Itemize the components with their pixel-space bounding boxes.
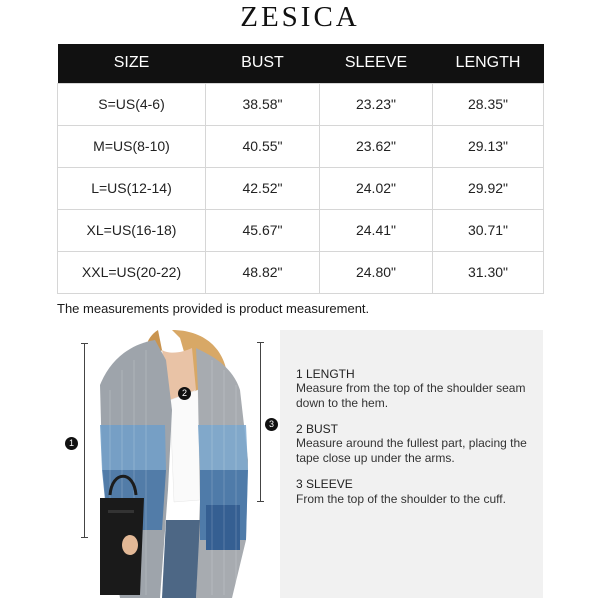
brand-logo: ZESICA (240, 1, 360, 33)
table-row (58, 83, 544, 125)
length-description: Measure from the top of the shoulder seam down to the hem. (296, 381, 526, 410)
cell-size: XL=US(16-18) (58, 209, 206, 251)
cell-sleeve: 23.62" (320, 125, 433, 167)
bust-description: Measure around the fullest part, placing the tape close up under the arms. (296, 436, 527, 465)
cell-length: 30.71" (433, 209, 544, 251)
cell-length: 29.92" (433, 167, 544, 209)
model-cardigan-illustration (100, 330, 248, 600)
cell-bust: 48.82" (206, 251, 320, 293)
cell-length: 31.30" (433, 251, 544, 293)
cell-size: M=US(8-10) (58, 125, 206, 167)
cell-sleeve: 24.80" (320, 251, 433, 293)
table-row (58, 251, 544, 293)
table-row (58, 167, 544, 209)
cell-sleeve: 23.23" (320, 83, 433, 125)
length-dimension-line (84, 343, 85, 538)
bust-title: 2 BUST (296, 422, 339, 436)
measurement-note: The measurements provided is product measurement. (57, 301, 370, 316)
cell-length: 28.35" (433, 83, 544, 125)
cell-sleeve: 24.02" (320, 167, 433, 209)
table-row (58, 209, 544, 251)
cell-bust: 42.52" (206, 167, 320, 209)
measurement-instructions-panel (280, 330, 543, 598)
cell-bust: 40.55" (206, 125, 320, 167)
cell-bust: 38.58" (206, 83, 320, 125)
cell-bust: 45.67" (206, 209, 320, 251)
header-bust: BUST (206, 44, 320, 83)
cell-size: L=US(12-14) (58, 167, 206, 209)
header-length: LENGTH (433, 44, 544, 83)
header-size: SIZE (58, 44, 206, 83)
sleeve-description: From the top of the shoulder to the cuff. (296, 492, 506, 506)
cell-size: XXL=US(20-22) (58, 251, 206, 293)
sleeve-title: 3 SLEEVE (296, 477, 353, 491)
cell-sleeve: 24.41" (320, 209, 433, 251)
size-chart-table (57, 44, 544, 294)
header-sleeve: SLEEVE (320, 44, 433, 83)
cell-size: S=US(4-6) (58, 83, 206, 125)
sleeve-dimension-line (260, 342, 261, 502)
length-marker: 1 (65, 437, 78, 450)
cell-length: 29.13" (433, 125, 544, 167)
table-row (58, 125, 544, 167)
table-header-row (58, 44, 544, 83)
length-title: 1 LENGTH (296, 367, 355, 381)
sleeve-marker: 3 (265, 418, 278, 431)
bust-marker: 2 (178, 387, 191, 400)
